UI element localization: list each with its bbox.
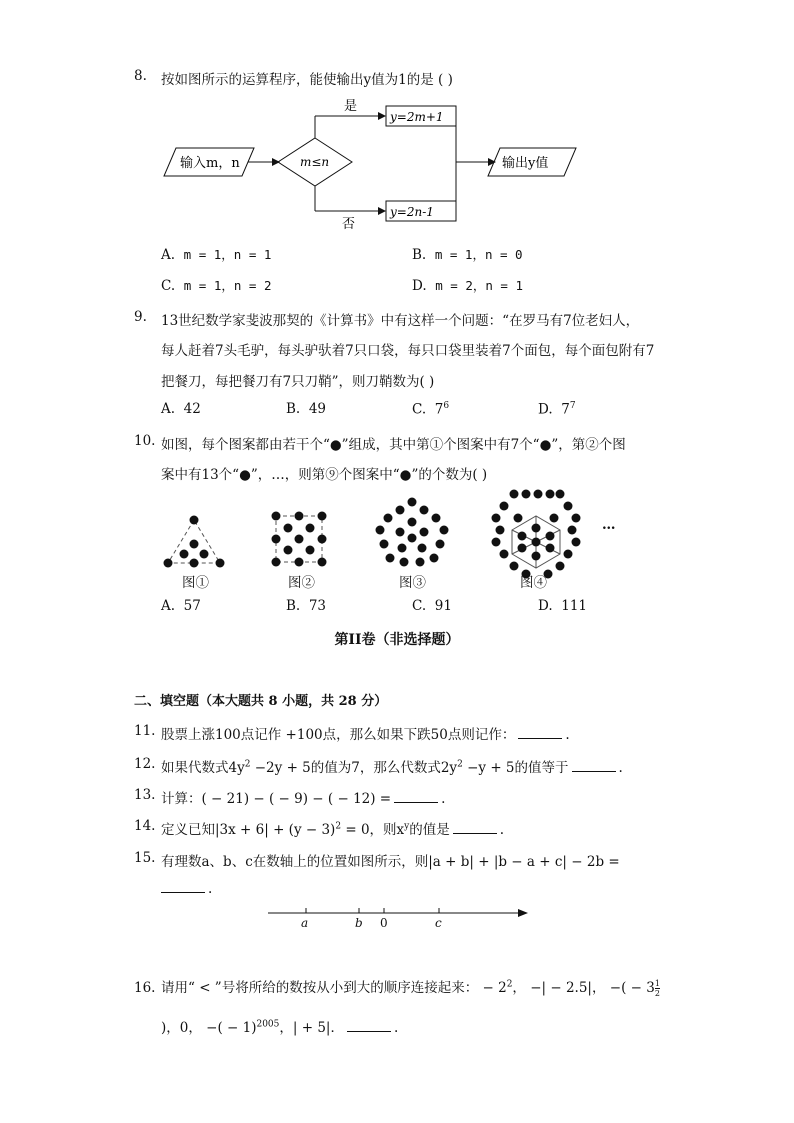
option-key: D. [538, 598, 553, 614]
part-2-header: 二、填空题（本大题共 8 小题，共 28 分） [134, 694, 388, 709]
option-text: 73 [308, 598, 326, 614]
q14-number: 14. [134, 818, 156, 834]
q8-flowchart [0, 96, 794, 236]
q8-option-a[interactable] [161, 245, 271, 263]
answer-blank[interactable] [161, 880, 205, 893]
q8-number: 8. [134, 68, 147, 84]
option-exp: 6 [443, 401, 450, 411]
q11-text-after: . [565, 727, 570, 743]
q13-text-before: 计算：( − 21) − ( − 9) − ( − 12) = [161, 791, 392, 807]
option-key: A. [161, 598, 176, 614]
q12-sup-2: 2 [457, 759, 463, 770]
q13-text [161, 787, 445, 807]
q10-option-b[interactable] [286, 598, 326, 614]
section-2-title: 第II卷（非选择题） [334, 632, 460, 648]
q16-text-after: . [393, 1020, 399, 1036]
figure-label-1: 图① [182, 575, 209, 591]
q14-sup: 2 [335, 821, 342, 832]
q14-sup-y: y [404, 821, 410, 832]
q14-text-c: 的值是 [409, 822, 450, 838]
q9-option-a[interactable] [161, 401, 201, 417]
q12-text-after: . [618, 760, 623, 776]
q10-option-a[interactable] [161, 598, 201, 614]
q15-blank-line [161, 880, 212, 897]
flow-input-label: 输入m，n [180, 156, 240, 171]
option-base: 7 [561, 401, 570, 418]
q12-text [161, 756, 623, 776]
answer-blank[interactable] [394, 790, 438, 803]
q10-line-2: 案中有13个“●”，…，则第⑨个图案中“●”的个数为( ) [161, 467, 488, 483]
q10-option-c[interactable] [412, 598, 452, 614]
q16-sup-1: 2 [506, 979, 513, 990]
option-key: D. [412, 278, 427, 294]
flow-condition-label: m≤n [300, 155, 330, 169]
pattern-hexagon [492, 490, 581, 579]
option-exp: 7 [569, 401, 576, 411]
answer-blank[interactable] [572, 759, 616, 772]
option-text: m = 1，n = 2 [183, 278, 272, 293]
number-line [0, 900, 794, 940]
q9-option-d[interactable] [538, 401, 576, 418]
q12-text-c: −y + 5的值等于 [462, 760, 569, 776]
flow-no-label: 否 [342, 217, 356, 232]
q12-sup-1: 2 [244, 759, 251, 770]
pattern-square [272, 512, 327, 567]
option-key: B. [286, 401, 301, 417]
option-base: 7 [434, 401, 444, 418]
q16-fraction [655, 979, 660, 998]
q15-number: 15. [134, 850, 156, 866]
q10-option-d[interactable] [538, 598, 587, 614]
option-text: m = 2，n = 1 [435, 278, 523, 293]
q15-text-after: . [208, 881, 213, 897]
q9-line-3: 把餐刀，每把餐刀有7只刀鞘”，则刀鞘数为( ) [161, 374, 435, 390]
q11-number: 11. [134, 723, 156, 739]
option-key: A. [161, 247, 176, 263]
option-text: m = 1，n = 0 [434, 247, 523, 262]
q8-text: 按如图所示的运算程序，能使输出y值为1的是 ( ) [161, 72, 453, 88]
q13-number: 13. [134, 787, 156, 803]
q10-line-1: 如图，每个图案都由若干个“●”组成，其中第①个图案中有7个“●”，第②个图 [161, 437, 626, 453]
q16-text-2a: )，0， −( − 1) [161, 1020, 257, 1036]
pattern-triangle [164, 516, 225, 568]
q8-option-b[interactable] [412, 245, 523, 263]
option-text: m = 1，n = 1 [183, 247, 272, 262]
q16-number: 16. [134, 980, 156, 996]
option-text: 42 [183, 401, 201, 417]
q16-line-1 [161, 976, 660, 998]
q12-text-b: −2y + 5的值为7，那么代数式2y [250, 760, 458, 776]
option-text: 111 [561, 598, 588, 614]
flow-output-label: 输出y值 [502, 156, 549, 171]
q12-number: 12. [134, 756, 156, 772]
option-key: B. [412, 247, 427, 263]
q16-text-1b: ， −| − 2.5|， −( − 3 [512, 980, 655, 996]
option-text: 49 [308, 401, 326, 417]
q11-text [161, 723, 570, 743]
q14-text [161, 818, 504, 838]
answer-blank[interactable] [347, 1019, 391, 1032]
q8-option-c[interactable] [161, 276, 272, 294]
figure-label-3: 图③ [399, 575, 426, 591]
q14-text-b: = 0，则x [341, 822, 405, 838]
q9-number: 9. [134, 309, 147, 325]
figure-label-2: 图② [288, 575, 315, 591]
frac-denominator: 2 [654, 989, 660, 998]
option-key: C. [161, 278, 176, 294]
frac-numerator: 1 [654, 979, 660, 988]
axis-label-0: 0 [380, 916, 388, 930]
pattern-pentagon [376, 498, 449, 567]
option-key: A. [161, 401, 176, 417]
q11-text-before: 股票上涨100点记作 +100点，那么如果下跌50点则记作： [161, 727, 516, 743]
q16-text-2b: ，| + 5|． [279, 1020, 344, 1036]
option-key: B. [286, 598, 301, 614]
q8-option-d[interactable] [412, 276, 523, 294]
q10-number: 10. [134, 433, 156, 449]
axis-label-a: a [301, 916, 309, 930]
axis-label-b: b [355, 916, 363, 930]
q9-line-1: 13世纪数学家斐波那契的《计算书》中有这样一个问题：“在罗马有7位老妇人， [161, 313, 640, 329]
q14-text-a: 定义已知|3x + 6| + (y − 3) [161, 822, 336, 838]
flow-yes-label: 是 [344, 99, 358, 114]
q10-dot-patterns [0, 488, 794, 588]
option-key: C. [412, 401, 427, 418]
q16-sup-2: 2005 [256, 1019, 280, 1030]
q9-option-b[interactable] [286, 401, 326, 417]
q9-line-2: 每人赶着7头毛驴，每头驴驮着7只口袋，每只口袋里装着7个面包，每个面包附有7 [161, 343, 655, 359]
axis-label-c: c [435, 916, 442, 930]
q13-text-after: . [441, 791, 446, 807]
q12-text-a: 如果代数式4y [161, 760, 245, 776]
q16-text-1: 请用“ < ”号将所给的数按从小到大的顺序连接起来： − 2 [161, 980, 507, 996]
option-text: 57 [183, 598, 201, 614]
option-key: C. [412, 598, 427, 614]
q9-option-c[interactable] [412, 401, 449, 418]
figure-label-4: 图④ [520, 575, 547, 591]
answer-blank[interactable] [453, 821, 497, 834]
q16-line-2 [161, 1016, 398, 1036]
option-key: D. [538, 401, 553, 418]
q14-text-after: . [499, 822, 505, 838]
answer-blank[interactable] [518, 726, 562, 739]
option-text: 91 [434, 598, 452, 614]
q15-text: 有理数a、b、c在数轴上的位置如图所示，则|a + b| + |b − a + c| − 2b = [161, 854, 620, 870]
flow-yes-formula: y=2m+1 [390, 110, 444, 124]
flow-no-formula: y=2n-1 [390, 205, 434, 219]
q10-ellipsis: … [602, 517, 616, 533]
